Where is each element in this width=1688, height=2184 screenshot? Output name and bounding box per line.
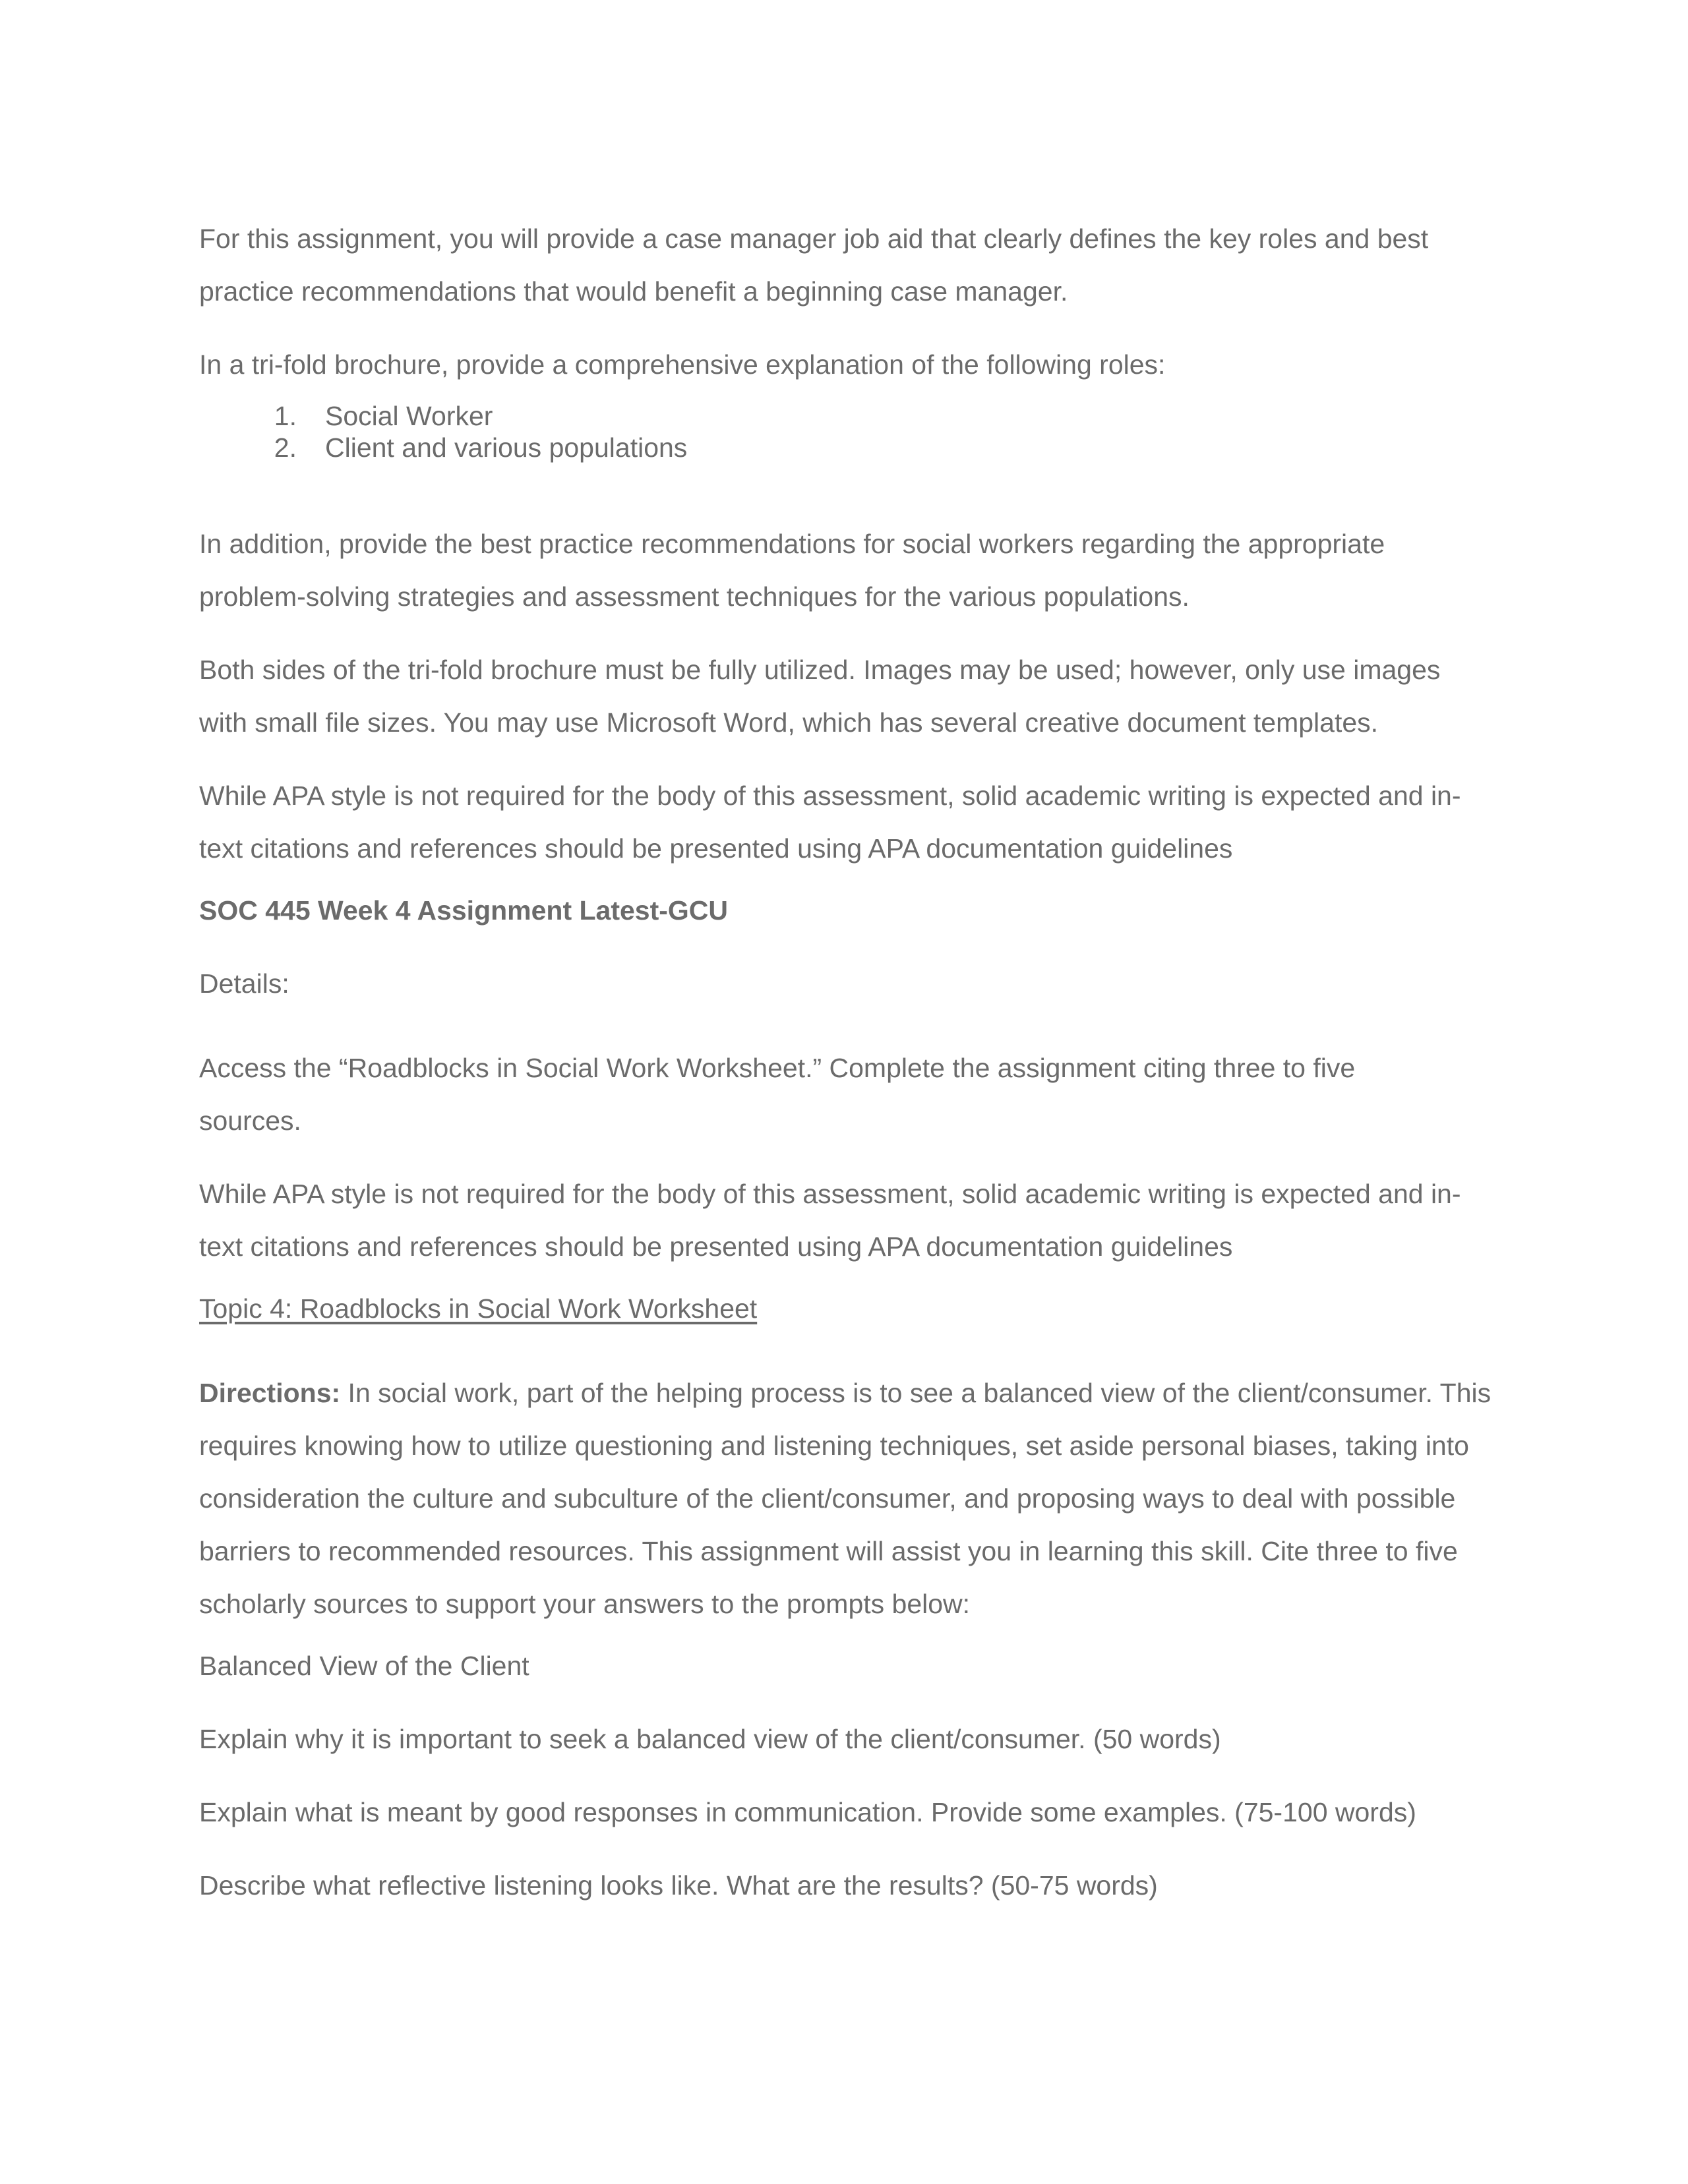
addition-paragraph: In addition, provide the best practice recommendations for social workers regarding the appropriate problem-solving strategies and assessment techniques for the various populations. <box>199 529 1385 612</box>
topic-title: Topic 4: Roadblocks in Social Work Worksheet <box>199 1293 758 1324</box>
access-paragraph: Access the “Roadblocks in Social Work Worksheet.” Complete the assignment citing three to five sources. <box>199 1053 1356 1136</box>
prompt-reflective-listening: Describe what reflective listening looks like. What are the results? (50-75 words) <box>199 1870 1158 1901</box>
list-item-text: Client and various populations <box>325 432 688 463</box>
roles-list <box>199 400 1492 463</box>
list-item-number: 2. <box>274 432 297 463</box>
intro-paragraph: For this assignment, you will provide a case manager job aid that clearly defines the key roles and best practice recommendations that would benefit a beginning case manager. <box>199 223 1429 307</box>
document-body <box>199 212 1492 1922</box>
list-item <box>199 400 1492 432</box>
balanced-view-heading: Balanced View of the Client <box>199 1651 529 1681</box>
directions-text: In social work, part of the helping process is to see a balanced view of the client/consumer. This requires knowing how to utilize questioning and listening techniques, set aside personal biases, taking into consideration the culture and subculture of the client/consumer, and proposing ways to deal with possible barriers to recommended resources. This assignment will assist you in learning this skill. Cite three to five scholarly sources to support your answers to the prompts below: <box>199 1378 1492 1619</box>
list-item <box>199 432 1492 463</box>
details-label: Details: <box>199 968 289 999</box>
apa-note-paragraph-2: While APA style is not required for the body of this assessment, solid academic writing is expected and in-text citations and references should be presented using APA documentation guidelines <box>199 1179 1461 1262</box>
apa-note-paragraph: While APA style is not required for the body of this assessment, solid academic writing is expected and in-text citations and references should be presented using APA documentation guidelines <box>199 781 1461 864</box>
prompt-good-responses: Explain what is meant by good responses in communication. Provide some examples. (75-100 words) <box>199 1797 1416 1827</box>
prompt-balanced-view: Explain why it is important to seek a balanced view of the client/consumer. (50 words) <box>199 1724 1221 1754</box>
list-item-text: Social Worker <box>325 401 493 431</box>
week4-heading: SOC 445 Week 4 Assignment Latest-GCU <box>199 895 729 926</box>
trifold-intro-paragraph: In a tri-fold brochure, provide a comprehensive explanation of the following roles: <box>199 349 1166 380</box>
directions-label: Directions: <box>199 1378 341 1408</box>
list-item-number: 1. <box>274 401 297 431</box>
directions-paragraph <box>199 1367 1492 1630</box>
both-sides-paragraph: Both sides of the tri-fold brochure must be fully utilized. Images may be used; however, only use images with small file sizes. You may use Microsoft Word, which has several creative document templates. <box>199 655 1441 738</box>
